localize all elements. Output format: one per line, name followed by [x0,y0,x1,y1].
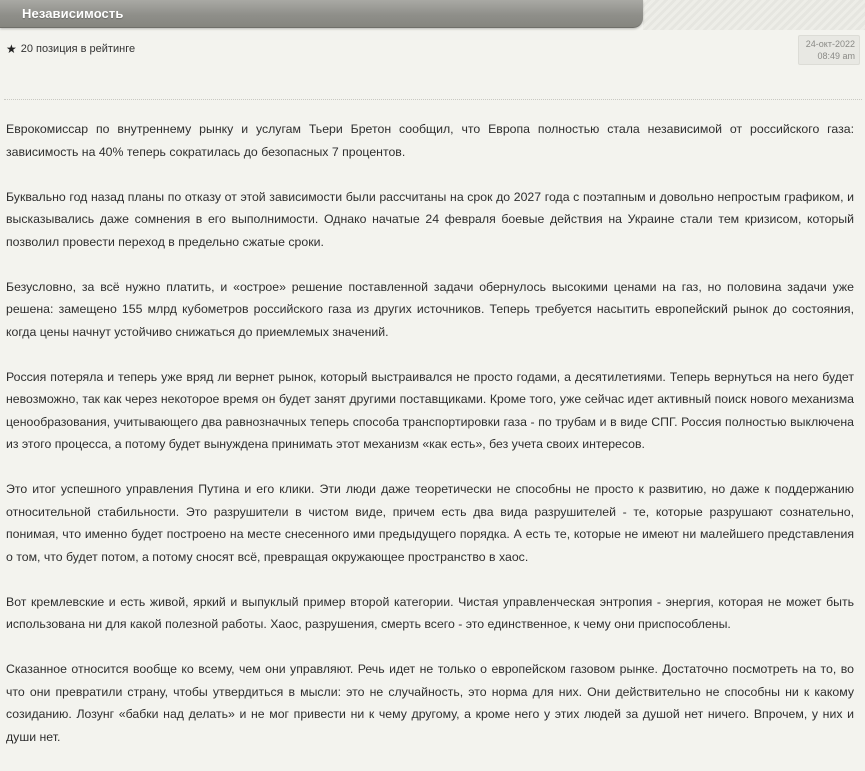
page-title[interactable]: Независимость [22,6,124,21]
article-paragraph: Сказанное относится вообще ко всему, чем они управляют. Речь идет не только о европейском газовом рынке. Достаточно посмотреть на то, во что они превратили страну, чтобы утвердиться в мысли: это не случайность, это норма для них. Они действительно не способны ни к какому созиданию. Лозунг «бабки над делать» и не мог привести ни к чему другому, а кроме него у этих людей за душой нет ничего. Впрочем, у них и души нет. [6,662,854,744]
star-icon: ★ [6,42,17,56]
rating-info [6,43,135,55]
post-time: 08:49 am [817,51,855,61]
article-paragraph: Буквально год назад планы по отказу от этой зависимости были рассчитаны на срок до 2027 года с поэтапным и довольно непростым графиком, и высказывались даже сомнения в его выполнимости. Однако начатые 24 февраля боевые действия на Украине стали тем кризисом, который позволил провести переход в предельно сжатые сроки. [6,189,854,249]
article-paragraph: Еврокомиссар по внутреннему рынку и услугам Тьери Бретон сообщил, что Европа полностью стала независимой от российского газа: зависимость на 40% теперь сократилась до безопасных 7 процентов. [6,122,854,159]
title-bar [0,0,643,28]
post-date-box [798,35,860,65]
article-paragraph: Вот кремлевские и есть живой, яркий и выпуклый пример второй категории. Чистая управленческая энтропия - энергия, которая не может быть использована ни для какой полезной работы. Хаос, разрушения, смерть всего - это единственное, к чему они приспособлены. [6,594,854,631]
divider [4,99,862,100]
article-paragraph: Россия потеряла и теперь уже вряд ли вернет рынок, который выстраивался не просто годами, а десятилетиями. Теперь вернуться на него будет невозможно, так как через некоторое время он будет занят другими поставщиками. Кроме того, уже сейчас идет активный поиск нового механизма ценообразования, учитывающего два равнозначных теперь способа транспортировки газа - по трубам и в виде СПГ. Россия полностью выключена из этого процесса, а потому будет вынуждена принимать этот механизм «как есть», без учета своих интересов. [6,369,854,451]
rating-text: 20 позиция в рейтинге [20,43,136,55]
article-paragraph: Безусловно, за всё нужно платить, и «острое» решение поставленной задачи обернулось высокими ценами на газ, но половина задачи уже решена: замещено 155 млрд кубометров российского газа из других источников. Теперь требуется насытить европейский рынок до состояния, когда цены начнут устойчиво снижаться до приемлемых значений. [6,279,854,339]
post-date: 24-окт-2022 [805,39,855,49]
article-paragraph: Это итог успешного управления Путина и его клики. Эти люди даже теоретически не способны не просто к развитию, но даже к поддержанию относительной стабильности. Это разрушители в чистом виде, причем есть два вида разрушителей - те, которые разрушают сознательно, понимая, что именно будет построено на месте снесенного ими предыдущего порядка. А есть те, которые не имеют ни малейшего представления о том, что будет потом, а потому сносят всё, превращая окружающее пространство в хаос. [6,482,854,564]
decorative-background [643,0,865,30]
article-body [6,118,854,771]
